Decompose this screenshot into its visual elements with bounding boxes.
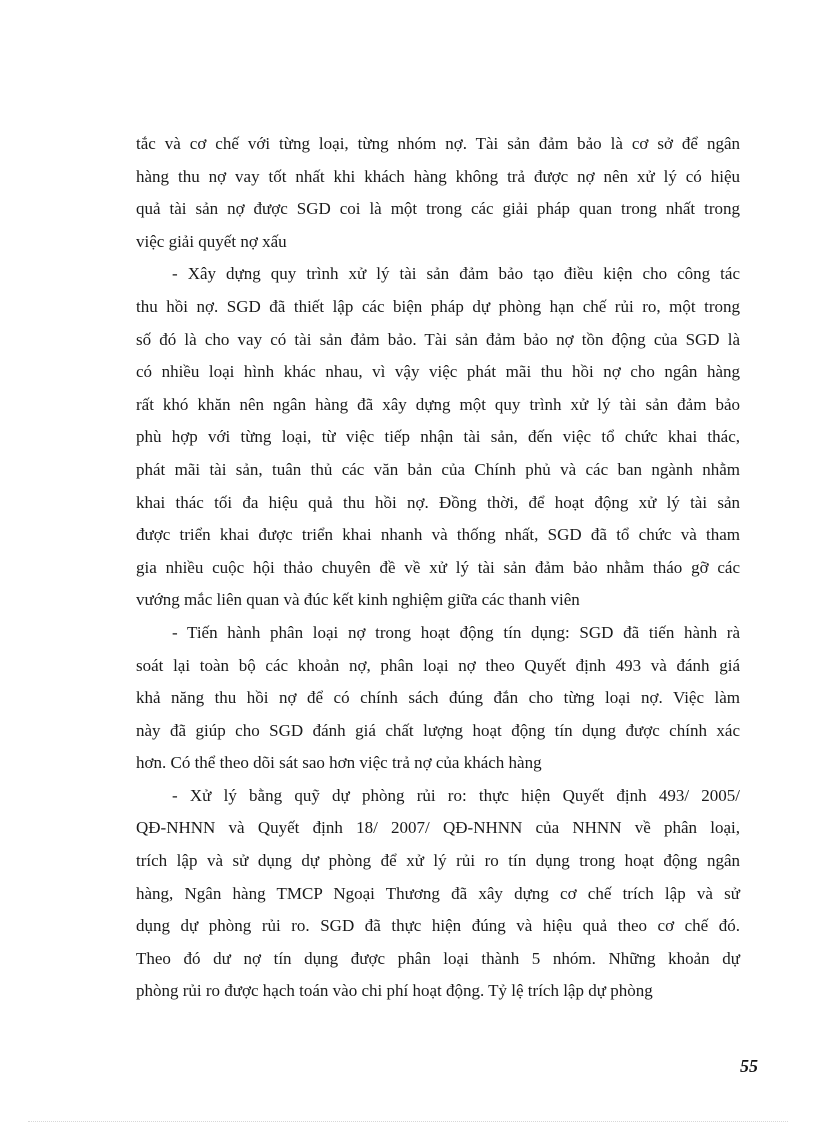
text-line: quả tài sản nợ được SGD coi là một trong các giải pháp quan trong nhất trong bbox=[136, 199, 740, 219]
text-line: Theo đó dư nợ tín dụng được phân loại thành 5 nhóm. Những khoản dự bbox=[136, 948, 740, 968]
text-line: vướng mắc liên quan và đúc kết kinh nghiệm giữa các thanh viên bbox=[136, 590, 580, 610]
text-line: hàng, Ngân hàng TMCP Ngoại Thương đã xây dựng cơ chế trích lập và sử bbox=[136, 883, 740, 903]
text-line: tắc và cơ chế với từng loại, từng nhóm nợ. Tài sản đảm bảo là cơ sở để ngân bbox=[136, 134, 740, 153]
text-line: có nhiều loại hình khác nhau, vì vậy việc phát mãi thu hồi nợ cho ngân hàng bbox=[136, 362, 740, 382]
text-line: - Tiến hành phân loại nợ trong hoạt động tín dụng: SGD đã tiến hành rà bbox=[172, 622, 740, 642]
text-line: phù hợp với từng loại, từ việc tiếp nhận tài sản, đến việc tổ chức khai thác, bbox=[136, 427, 740, 447]
text-line: hơn. Có thể theo dõi sát sao hơn việc trả nợ của khách hàng bbox=[136, 753, 542, 773]
text-line: - Xây dựng quy trình xử lý tài sản đảm bảo tạo điều kiện cho công tác bbox=[172, 264, 740, 284]
paragraph bbox=[136, 780, 740, 1008]
text-line: dụng dự phòng rủi ro. SGD đã thực hiện đúng và hiệu quả theo cơ chế đó. bbox=[136, 916, 740, 936]
text-line: phát mãi tài sản, tuân thủ các văn bản của Chính phủ và các ban ngành nhằm bbox=[136, 459, 740, 479]
text-line: trích lập và sử dụng dự phòng để xử lý rủi ro tín dụng trong hoạt động ngân bbox=[136, 851, 740, 871]
text-line: QĐ-NHNN và Quyết định 18/ 2007/ QĐ-NHNN của NHNN về phân loại, bbox=[136, 818, 740, 838]
text-line: soát lại toàn bộ các khoản nợ, phân loại nợ theo Quyết định 493 và đánh giá bbox=[136, 655, 740, 675]
paragraph bbox=[136, 617, 740, 780]
text-line: thu hồi nợ. SGD đã thiết lập các biện pháp dự phòng hạn chế rủi ro, một trong bbox=[136, 296, 740, 316]
text-line: số đó là cho vay có tài sản đảm bảo. Tài sản đảm bảo nợ tồn động của SGD là bbox=[136, 329, 740, 349]
bottom-divider bbox=[28, 1121, 788, 1122]
page-number: 55 bbox=[740, 1056, 758, 1076]
text-line: này đã giúp cho SGD đánh giá chất lượng hoạt động tín dụng được chính xác bbox=[136, 720, 740, 740]
paragraph bbox=[136, 128, 740, 258]
text-line: khả năng thu hồi nợ để có chính sách đúng đắn cho từng loại nợ. Việc làm bbox=[136, 688, 740, 708]
text-line: khai thác tối đa hiệu quả thu hồi nợ. Đồng thời, để hoạt động xử lý tài sản bbox=[136, 492, 740, 512]
text-line: được triển khai được triển khai nhanh và thống nhất, SGD đã tổ chức và tham bbox=[136, 525, 740, 545]
text-line: hàng thu nợ vay tốt nhất khi khách hàng không trả được nợ nên xử lý có hiệu bbox=[136, 166, 740, 186]
text-line: gia nhiều cuộc hội thảo chuyên đề về xử lý tài sản đảm bảo nhằm tháo gỡ các bbox=[136, 557, 740, 577]
body-text bbox=[136, 128, 740, 1008]
text-line: phòng rủi ro được hạch toán vào chi phí hoạt động. Tỷ lệ trích lập dự phòng bbox=[136, 981, 653, 1001]
text-line: - Xử lý bằng quỹ dự phòng rủi ro: thực hiện Quyết định 493/ 2005/ bbox=[172, 785, 740, 805]
text-line: rất khó khăn nên ngân hàng đã xây dựng một quy trình xử lý tài sản đảm bảo bbox=[136, 394, 740, 414]
text-line: việc giải quyết nợ xấu bbox=[136, 231, 287, 251]
paragraph bbox=[136, 258, 740, 617]
